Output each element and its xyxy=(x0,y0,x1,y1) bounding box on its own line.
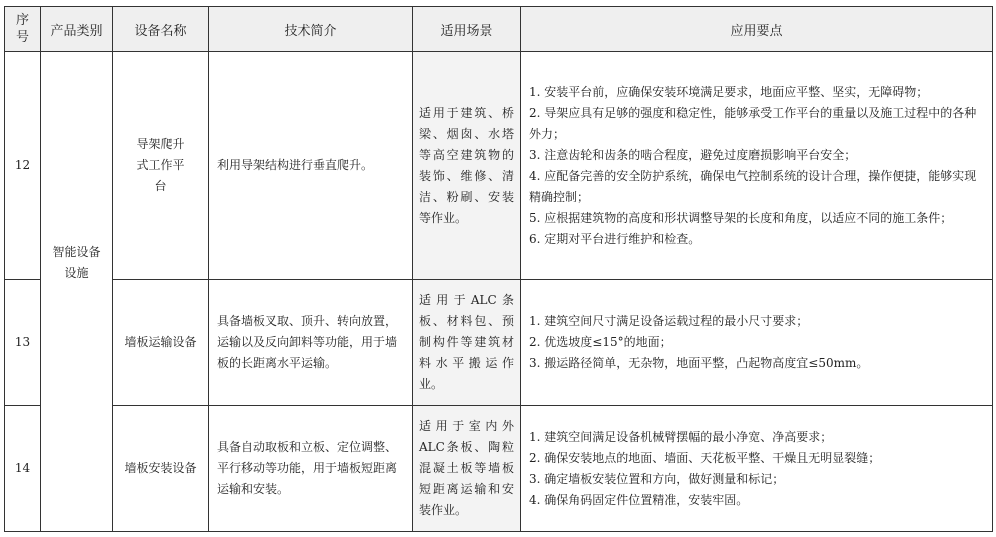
header-points: 应用要点 xyxy=(521,7,993,52)
equipment-name: 导架爬升式工作平台 xyxy=(113,52,209,280)
tech-summary: 利用导架结构进行垂直爬升。 xyxy=(209,52,413,280)
point-item: 1. 建筑空间尺寸满足设备运载过程的最小尺寸要求； xyxy=(529,314,809,328)
point-item: 2. 导架应具有足够的强度和稳定性，能够承受工作平台的重量以及施工过程中的各种外力； xyxy=(529,105,977,141)
category-cell: 智能设备设施 xyxy=(41,52,113,532)
table-row xyxy=(5,280,993,406)
point-item: 1. 安装平台前，应确保安装环境满足要求，地面应平整、坚实，无障碍物； xyxy=(529,84,929,99)
point-item: 6. 定期对平台进行维护和检查。 xyxy=(529,231,701,246)
applicable-scene: 适用于建筑、桥梁、烟囱、水塔等高空建筑物的装饰、维修、清洁、粉刷、安装等作业。 xyxy=(413,52,521,280)
point-item: 2. 确保安装地点的地面、墙面、天花板平整、干燥且无明显裂缝； xyxy=(529,450,881,465)
header-name: 设备名称 xyxy=(113,7,209,52)
point-item: 4. 确保角码固定件位置精准，安装牢固。 xyxy=(529,492,749,507)
point-item: 1. 建筑空间满足设备机械臂摆幅的最小净宽、净高要求； xyxy=(529,429,833,444)
tech-summary: 具备墙板叉取、顶升、转向放置，运输以及反向卸料等功能，用于墙板的长距离水平运输。 xyxy=(209,280,413,406)
tech-summary: 具备自动取板和立板、定位调整、平行移动等功能，用于墙板短距离运输和安装。 xyxy=(209,406,413,532)
header-scene: 适用场景 xyxy=(413,7,521,52)
table-row xyxy=(5,406,993,532)
header-index: 序号 xyxy=(5,7,41,52)
point-item: 2. 优选坡度≤15°的地面； xyxy=(529,335,672,349)
table-row xyxy=(5,52,993,280)
point-item: 3. 确定墙板安装位置和方向，做好测量和标记； xyxy=(529,471,785,486)
equipment-name: 墙板安装设备 xyxy=(113,406,209,532)
row-index: 12 xyxy=(5,52,41,280)
application-points xyxy=(521,406,993,532)
applicable-scene: 适用于室内外ALC条板、陶粒混凝土板等墙板短距离运输和安装作业。 xyxy=(413,406,521,532)
header-category: 产品类别 xyxy=(41,7,113,52)
point-item: 3. 搬运路径简单，无杂物，地面平整，凸起物高度宜≤50mm。 xyxy=(529,356,869,370)
applicable-scene: 适用于ALC条板、材料包、预制构件等建筑材料水平搬运作业。 xyxy=(413,280,521,406)
equipment-name: 墙板运输设备 xyxy=(113,280,209,406)
row-index: 13 xyxy=(5,280,41,406)
header-tech: 技术简介 xyxy=(209,7,413,52)
point-item: 3. 注意齿轮和齿条的啮合程度，避免过度磨损影响平台安全； xyxy=(529,147,857,162)
application-points xyxy=(521,280,993,406)
application-points xyxy=(521,52,993,280)
row-index: 14 xyxy=(5,406,41,532)
equipment-table xyxy=(4,6,993,532)
point-item: 5. 应根据建筑物的高度和形状调整导架的长度和角度，以适应不同的施工条件； xyxy=(529,210,953,225)
table-header-row xyxy=(5,7,993,52)
point-item: 4. 应配备完善的安全防护系统，确保电气控制系统的设计合理，操作便捷，能够实现精确控制； xyxy=(529,168,977,204)
